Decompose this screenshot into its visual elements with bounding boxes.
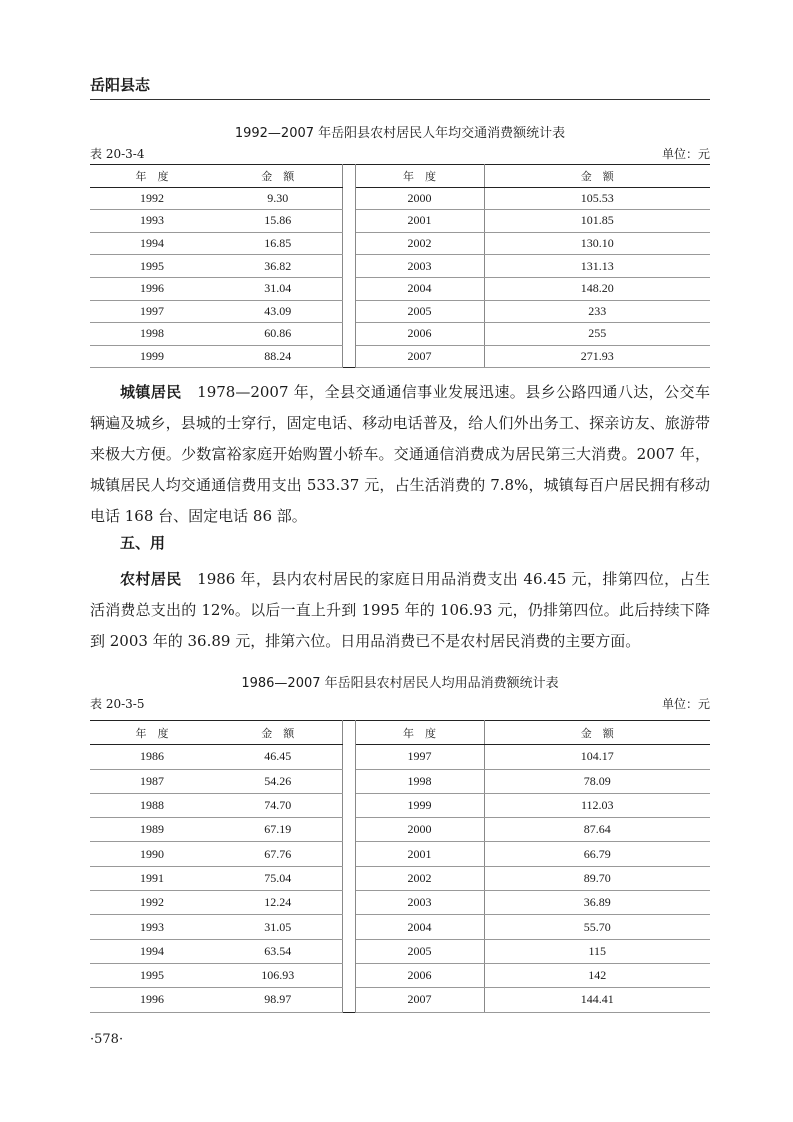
header-rule	[90, 99, 710, 100]
amount-cell: 66.79	[484, 842, 710, 866]
year-cell: 1994	[90, 232, 214, 255]
amount-cell: 88.24	[214, 345, 342, 368]
column-gap	[342, 769, 355, 793]
table-row	[90, 939, 710, 963]
year-cell: 1993	[90, 915, 214, 939]
table-row	[90, 187, 710, 210]
amount-cell: 112.03	[484, 793, 710, 817]
year-cell: 1990	[90, 842, 214, 866]
table1	[90, 164, 710, 368]
column-header: 金 额	[214, 721, 342, 745]
paragraph-lead: 城镇居民	[120, 383, 182, 401]
column-header: 年 度	[355, 721, 484, 745]
year-cell: 1986	[90, 745, 214, 769]
column-header: 年 度	[90, 165, 214, 188]
column-gap	[342, 963, 355, 987]
paragraph-text: 1978—2007 年，全县交通通信事业发展迅速。县乡公路四通八达，公交车辆遍及城乡，县城的士穿行，固定电话、移动电话普及，给人们外出务工、探亲访友、旅游带来极大方便。少数富裕家庭开始购置小轿车。交通通信消费成为居民第三大消费。2007 年，城镇居民人均交通通信费用支出 533.37 元，占生活消费的 7.8%，城镇每百户居民拥有移动电话 168 台、固定电话 86 部。	[90, 383, 710, 525]
amount-cell: 54.26	[214, 769, 342, 793]
paragraph-rural-residents	[90, 564, 710, 657]
table2-unit: 单位：元	[661, 697, 710, 711]
table1-title: 1992—2007 年岳阳县农村居民人年均交通消费额统计表	[234, 126, 566, 141]
column-gap	[342, 255, 355, 278]
amount-cell: 63.54	[214, 939, 342, 963]
amount-cell: 233	[484, 300, 710, 323]
year-cell: 1996	[90, 988, 214, 1012]
amount-cell: 55.70	[484, 915, 710, 939]
year-cell: 2002	[355, 866, 484, 890]
table-row	[90, 345, 710, 368]
amount-cell: 36.89	[484, 891, 710, 915]
column-gap	[342, 165, 355, 188]
column-gap	[342, 323, 355, 346]
column-gap	[342, 300, 355, 323]
column-gap	[342, 818, 355, 842]
column-gap	[342, 793, 355, 817]
table-row	[90, 210, 710, 233]
table-row	[90, 745, 710, 769]
section-heading: 五、用	[120, 534, 166, 552]
column-gap	[342, 187, 355, 210]
amount-cell: 43.09	[214, 300, 342, 323]
year-cell: 2002	[355, 232, 484, 255]
amount-cell: 144.41	[484, 988, 710, 1012]
amount-cell: 74.70	[214, 793, 342, 817]
paragraph-text: 1986 年，县内农村居民的家庭日用品消费支出 46.45 元，排第四位，占生活消费总支出的 12%。以后一直上升到 1995 年的 106.93 元，仍排第四位。此后持续下降到 2003 年的 36.89 元，排第六位。日用品消费已不是农村居民消费的主要方面。	[90, 570, 710, 650]
amount-cell: 271.93	[484, 345, 710, 368]
column-gap	[342, 277, 355, 300]
paragraph-urban-residents	[90, 377, 710, 532]
table-row	[90, 793, 710, 817]
column-gap	[342, 210, 355, 233]
table-row	[90, 842, 710, 866]
amount-cell: 148.20	[484, 277, 710, 300]
year-cell: 2004	[355, 915, 484, 939]
amount-cell: 101.85	[484, 210, 710, 233]
amount-cell: 31.04	[214, 277, 342, 300]
year-cell: 2000	[355, 818, 484, 842]
amount-cell: 16.85	[214, 232, 342, 255]
table2-number: 表 20-3-5	[90, 697, 145, 711]
column-gap	[342, 915, 355, 939]
amount-cell: 105.53	[484, 187, 710, 210]
amount-cell: 89.70	[484, 866, 710, 890]
amount-cell: 78.09	[484, 769, 710, 793]
year-cell: 2001	[355, 210, 484, 233]
amount-cell: 60.86	[214, 323, 342, 346]
amount-cell: 36.82	[214, 255, 342, 278]
amount-cell: 67.76	[214, 842, 342, 866]
year-cell: 2000	[355, 187, 484, 210]
table-row	[90, 277, 710, 300]
amount-cell: 31.05	[214, 915, 342, 939]
amount-cell: 46.45	[214, 745, 342, 769]
table-row	[90, 866, 710, 890]
column-gap	[342, 891, 355, 915]
column-header: 年 度	[90, 721, 214, 745]
table-row	[90, 769, 710, 793]
column-gap	[342, 866, 355, 890]
year-cell: 2007	[355, 988, 484, 1012]
table-row	[90, 818, 710, 842]
column-gap	[342, 345, 355, 368]
table-row	[90, 891, 710, 915]
amount-cell: 115	[484, 939, 710, 963]
amount-cell: 75.04	[214, 866, 342, 890]
amount-cell: 255	[484, 323, 710, 346]
column-gap	[342, 842, 355, 866]
table-row	[90, 300, 710, 323]
column-header: 金 额	[214, 165, 342, 188]
year-cell: 1989	[90, 818, 214, 842]
column-gap	[342, 232, 355, 255]
table-row	[90, 988, 710, 1012]
year-cell: 1996	[90, 277, 214, 300]
column-gap	[342, 988, 355, 1012]
amount-cell: 67.19	[214, 818, 342, 842]
year-cell: 1999	[90, 345, 214, 368]
table-row	[90, 915, 710, 939]
year-cell: 1995	[90, 963, 214, 987]
table-row	[90, 255, 710, 278]
column-header: 年 度	[355, 165, 484, 188]
year-cell: 2004	[355, 277, 484, 300]
year-cell: 1998	[90, 323, 214, 346]
amount-cell: 130.10	[484, 232, 710, 255]
page-number: ·578·	[90, 1032, 124, 1047]
table1-unit: 单位：元	[661, 147, 710, 161]
year-cell: 1997	[355, 745, 484, 769]
column-gap	[342, 745, 355, 769]
year-cell: 2003	[355, 255, 484, 278]
column-header: 金 额	[484, 721, 710, 745]
amount-cell: 142	[484, 963, 710, 987]
year-cell: 1995	[90, 255, 214, 278]
table2	[90, 720, 710, 1013]
amount-cell: 9.30	[214, 187, 342, 210]
amount-cell: 98.97	[214, 988, 342, 1012]
column-header: 金 额	[484, 165, 710, 188]
paragraph-lead: 农村居民	[120, 570, 182, 588]
year-cell: 2003	[355, 891, 484, 915]
column-gap	[342, 939, 355, 963]
year-cell: 1998	[355, 769, 484, 793]
amount-cell: 131.13	[484, 255, 710, 278]
year-cell: 2005	[355, 300, 484, 323]
year-cell: 1993	[90, 210, 214, 233]
table1-number: 表 20-3-4	[90, 147, 145, 161]
table-row	[90, 232, 710, 255]
year-cell: 1991	[90, 866, 214, 890]
table-row	[90, 323, 710, 346]
year-cell: 1992	[90, 891, 214, 915]
year-cell: 2001	[355, 842, 484, 866]
amount-cell: 15.86	[214, 210, 342, 233]
year-cell: 1987	[90, 769, 214, 793]
year-cell: 1997	[90, 300, 214, 323]
amount-cell: 87.64	[484, 818, 710, 842]
amount-cell: 106.93	[214, 963, 342, 987]
year-cell: 2005	[355, 939, 484, 963]
table2-title: 1986—2007 年岳阳县农村居民人均用品消费额统计表	[241, 676, 559, 691]
running-head: 岳阳县志	[90, 76, 151, 94]
year-cell: 1994	[90, 939, 214, 963]
year-cell: 1992	[90, 187, 214, 210]
year-cell: 1988	[90, 793, 214, 817]
amount-cell: 104.17	[484, 745, 710, 769]
year-cell: 1999	[355, 793, 484, 817]
amount-cell: 12.24	[214, 891, 342, 915]
table-row	[90, 963, 710, 987]
column-gap	[342, 721, 355, 745]
year-cell: 2007	[355, 345, 484, 368]
year-cell: 2006	[355, 323, 484, 346]
year-cell: 2006	[355, 963, 484, 987]
